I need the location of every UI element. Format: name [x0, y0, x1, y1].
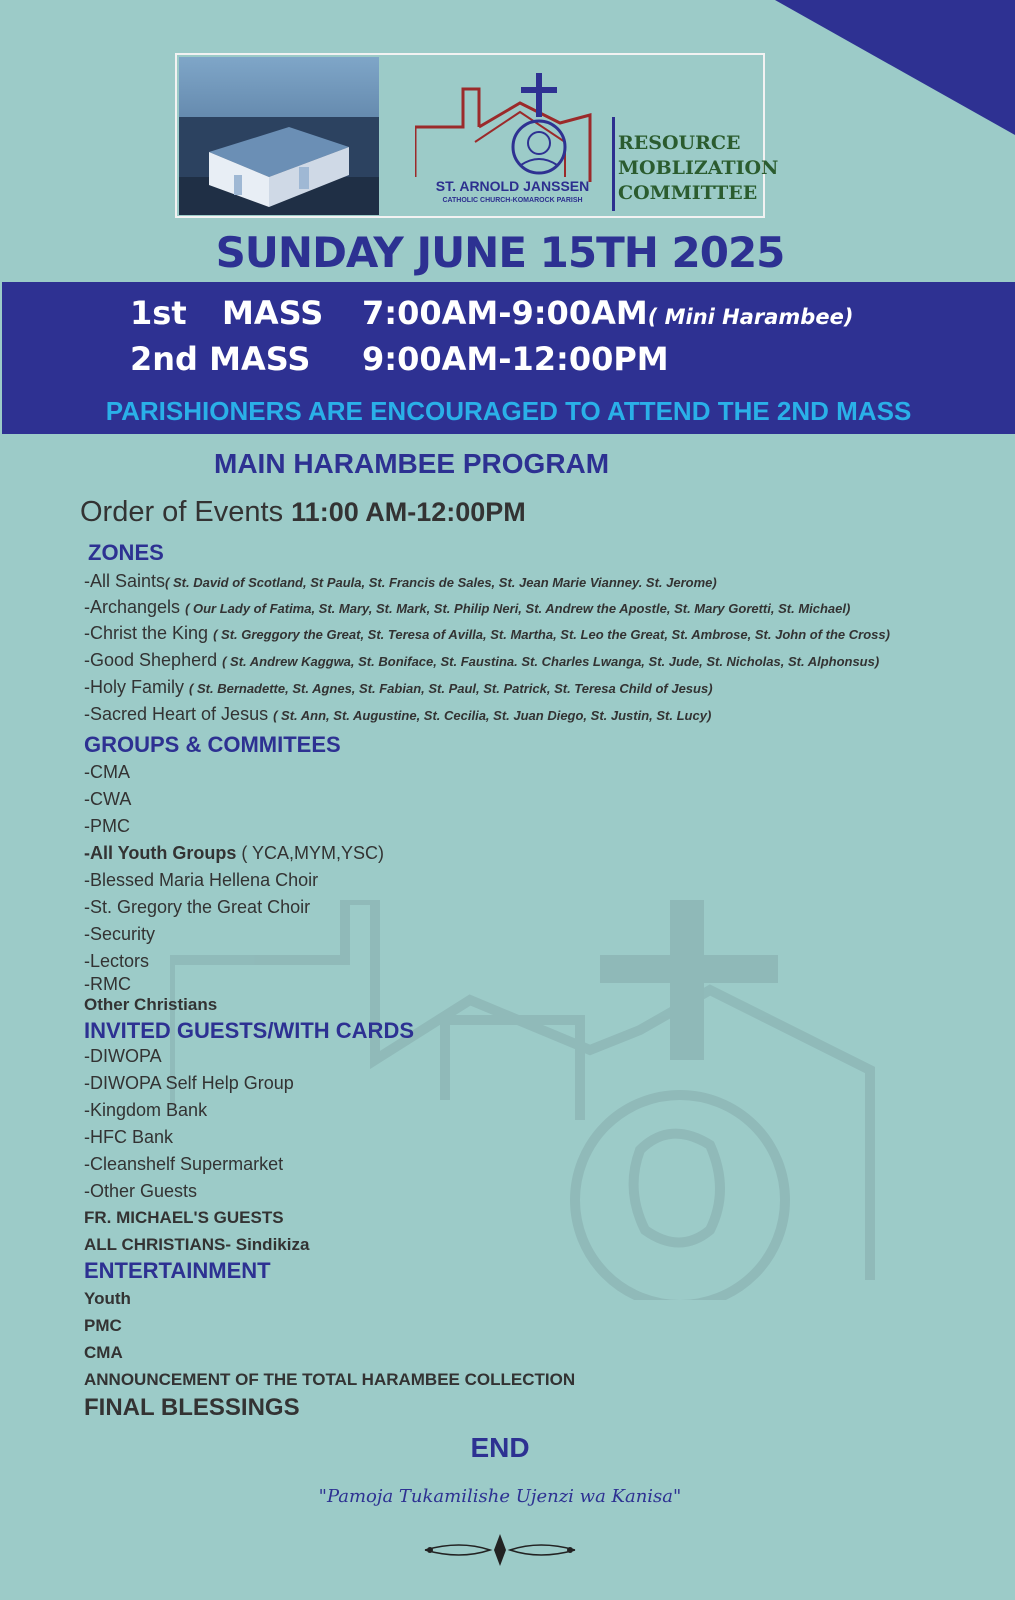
- entertainment-title: ENTERTAINMENT: [84, 1258, 271, 1283]
- zones-title: ZONES: [88, 540, 164, 565]
- committee-line: MOBLIZATION: [618, 157, 779, 179]
- end-label: END: [470, 1432, 530, 1463]
- guest-item: -Other Guests: [84, 1181, 198, 1201]
- all-christians: ALL CHRISTIANS- Sindikiza: [84, 1235, 310, 1254]
- committee-line: COMMITTEE: [618, 182, 758, 204]
- first-mass-word: MASS: [222, 294, 324, 332]
- group-item: -St. Gregory the Great Choir: [84, 897, 311, 917]
- encourage-notice: PARISHIONERS ARE ENCOURAGED TO ATTEND THE 2ND MASS: [105, 396, 912, 426]
- group-item: -PMC: [84, 816, 130, 836]
- order-label: Order of Events: [80, 496, 284, 528]
- event-date: SUNDAY JUNE 15TH 2025: [215, 228, 785, 277]
- fr-michael-guests: FR. MICHAEL'S GUESTS: [84, 1208, 284, 1227]
- second-mass-time: 9:00AM-12:00PM: [362, 340, 669, 378]
- zone-item: [84, 571, 717, 592]
- zone-saints: ( St. Ann, St. Augustine, St. Cecilia, St. Juan Diego, St. Justin, St. Lucy): [273, 708, 712, 723]
- group-item: -CMA: [84, 762, 130, 782]
- entertainment-item: Youth: [84, 1289, 131, 1308]
- group-item: -Lectors: [84, 951, 150, 971]
- zone-name: -Sacred Heart of Jesus: [84, 704, 269, 724]
- group-item: -CWA: [84, 789, 132, 809]
- corner-triangle: [775, 0, 1015, 135]
- zone-item: [84, 623, 890, 644]
- guest-item: -DIWOPA Self Help Group: [84, 1073, 294, 1093]
- entertainment-item: CMA: [84, 1343, 123, 1362]
- youth-label: -All Youth Groups: [84, 843, 237, 863]
- second-mass-label: 2nd MASS: [130, 340, 311, 378]
- zone-saints: ( St. Bernadette, St. Agnes, St. Fabian, St. Paul, St. Patrick, St. Teresa Child of Jesus): [189, 681, 713, 696]
- first-mass-label: 1st: [130, 294, 187, 332]
- first-mass-time-text: 7:00AM-9:00AM: [362, 294, 648, 332]
- zone-saints: ( St. David of Scotland, St Paula, St. Francis de Sales, St. Jean Marie Vianney. St. Jerome): [165, 575, 717, 590]
- first-mass-time: [362, 294, 853, 332]
- logo-name: ST. ARNOLD JANSSEN: [435, 178, 590, 194]
- logo-subtitle: CATHOLIC CHURCH-KOMAROCK PARISH: [442, 197, 583, 204]
- committee-name: [618, 131, 778, 206]
- group-item: -Security: [84, 924, 156, 944]
- guests-title: INVITED GUESTS/WITH CARDS: [84, 1018, 415, 1043]
- zone-saints: ( St. Andrew Kaggwa, St. Boniface, St. Faustina. St. Charles Lwanga, St. Jude, St. Nicholas, St. Alphonsus): [222, 654, 880, 669]
- groups-title: GROUPS & COMMITEES: [84, 732, 341, 757]
- group-item-youth: [84, 843, 384, 864]
- announcement: ANNOUNCEMENT OF THE TOTAL HARAMBEE COLLECTION: [84, 1370, 576, 1389]
- order-time: 11:00 AM-12:00PM: [291, 497, 526, 527]
- divider: [612, 117, 615, 211]
- youth-note: ( YCA,MYM,YSC): [236, 843, 385, 863]
- zone-name: -Good Shepherd: [84, 650, 218, 670]
- other-christians: Other Christians: [84, 995, 218, 1014]
- flourish-ornament: [420, 1532, 580, 1568]
- guest-item: -DIWOPA: [84, 1046, 162, 1066]
- zone-name: -Holy Family: [84, 677, 185, 697]
- final-blessings: FINAL BLESSINGS: [84, 1394, 300, 1421]
- zone-item: [84, 597, 850, 618]
- order-of-events: [80, 496, 526, 529]
- guest-item: -HFC Bank: [84, 1127, 174, 1147]
- group-item: -Blessed Maria Hellena Choir: [84, 870, 319, 890]
- zone-saints: ( Our Lady of Fatima, St. Mary, St. Mark, St. Philip Neri, St. Andrew the Apostle, St. Mary Goretti, St. Michael): [185, 601, 851, 616]
- program-title: MAIN HARAMBEE PROGRAM: [214, 448, 610, 479]
- committee-line: RESOURCE: [618, 132, 741, 154]
- zone-item: [84, 704, 711, 725]
- entertainment-item: PMC: [84, 1316, 122, 1335]
- header-box: [175, 53, 779, 218]
- zone-saints: ( St. Greggory the Great, St. Teresa of Avilla, St. Martha, St. Leo the Great, St. Ambrose, St. John of the Cross): [213, 627, 890, 642]
- zone-item: [84, 650, 879, 671]
- group-item: -RMC: [84, 974, 131, 994]
- first-mass-note: ( Mini Harambee): [647, 305, 854, 329]
- church-photo: [179, 57, 379, 215]
- guest-item: -Cleanshelf Supermarket: [84, 1154, 284, 1174]
- mass-schedule-band: [2, 282, 1015, 434]
- zone-item: [84, 677, 713, 698]
- zone-name: -Christ the King: [84, 623, 209, 643]
- zone-name: -All Saints: [84, 571, 166, 591]
- motto: "Pamoja Tukamilishe Ujenzi wa Kanisa": [318, 1486, 682, 1507]
- guest-item: -Kingdom Bank: [84, 1100, 208, 1120]
- zone-name: -Archangels: [84, 597, 181, 617]
